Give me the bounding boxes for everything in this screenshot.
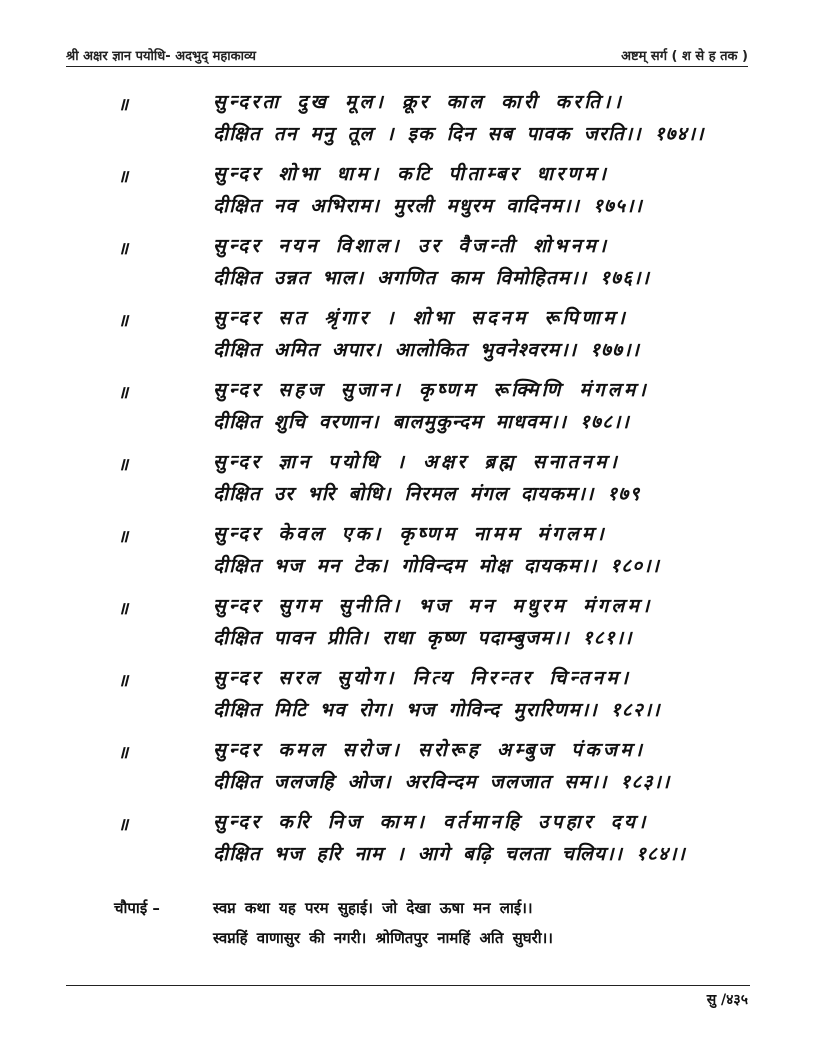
verse-line-2: दीक्षित उर भरि बोधि। निरमल मंगल दायकम।। १७९ bbox=[213, 483, 641, 505]
chaupai-label: चौपाई – bbox=[114, 899, 160, 917]
verse-182 bbox=[0, 660, 816, 732]
verse-marker: ॥ bbox=[118, 815, 129, 835]
verse-177 bbox=[0, 300, 816, 372]
verse-line-2: दीक्षित भज हरि नाम । आगे बढ़ि चलता चलिय।। १८४।। bbox=[213, 843, 686, 865]
verse-181 bbox=[0, 588, 816, 660]
verse-176 bbox=[0, 228, 816, 300]
verse-line-1: सुन्दर सरल सुयोग। नित्य निरन्तर चिन्तनम। bbox=[213, 667, 632, 689]
verse-line-1: सुन्दरता दुख मूल। क्रूर काल कारी करति।। bbox=[213, 91, 624, 113]
chapter-title: अष्टम् सर्ग ( श से ह तक ) bbox=[621, 49, 748, 64]
verse-list bbox=[0, 84, 816, 876]
page-header bbox=[66, 40, 748, 64]
chaupai-block bbox=[0, 896, 816, 966]
verse-line-2: दीक्षित भज मन टेक। गोविन्दम मोक्ष दायकम।। १८०।। bbox=[213, 555, 661, 577]
verse-line-1: सुन्दर सत श्रृंगार । शोभा सदनम रूपिणाम। bbox=[213, 307, 629, 329]
verse-line-1: सुन्दर शोभा धाम। कटि पीताम्बर धारणम। bbox=[213, 163, 610, 185]
verse-183 bbox=[0, 732, 816, 804]
chaupai-line-1: स्वप्न कथा यह परम सुहाई। जो देखा ऊषा मन लाई।। bbox=[213, 899, 533, 917]
verse-marker: ॥ bbox=[118, 599, 129, 619]
page-number: सु /४३५ bbox=[706, 992, 748, 1008]
verse-line-2: दीक्षित नव अभिराम। मुरली मधुरम वादिनम।। १७५।। bbox=[213, 195, 643, 217]
verse-marker: ॥ bbox=[118, 167, 129, 187]
verse-184 bbox=[0, 804, 816, 876]
verse-line-1: सुन्दर ज्ञान पयोधि । अक्षर ब्रह्म सनातनम। bbox=[213, 451, 621, 473]
verse-marker: ॥ bbox=[118, 95, 129, 115]
verse-180 bbox=[0, 516, 816, 588]
verse-marker: ॥ bbox=[118, 527, 129, 547]
verse-line-2: दीक्षित तन मनु तूल । इक दिन सब पावक जरति।। १७४।। bbox=[213, 123, 705, 145]
verse-marker: ॥ bbox=[118, 311, 129, 331]
verse-marker: ॥ bbox=[118, 239, 129, 259]
verse-marker: ॥ bbox=[118, 383, 129, 403]
verse-line-2: दीक्षित शुचि वरणान। बालमुकुन्दम माधवम।। १७८।। bbox=[213, 411, 630, 433]
chaupai-line-2: स्वप्नहिं वाणासुर की नगरी। श्रोणितपुर नामहिं अति सुघरी।। bbox=[213, 929, 553, 947]
verse-178 bbox=[0, 372, 816, 444]
header-divider bbox=[66, 66, 748, 67]
book-title: श्री अक्षर ज्ञान पयोधि- अदभुद् महाकाव्य bbox=[66, 49, 256, 64]
verse-line-2: दीक्षित उन्नत भाल। अगणित काम विमोहितम।। १७६।। bbox=[213, 267, 651, 289]
verse-marker: ॥ bbox=[118, 455, 129, 475]
verse-174 bbox=[0, 84, 816, 156]
verse-line-2: दीक्षित जलजहि ओज। अरविन्दम जलजात सम।। १८३।। bbox=[213, 771, 671, 793]
verse-marker: ॥ bbox=[118, 743, 129, 763]
verse-marker: ॥ bbox=[118, 671, 129, 691]
verse-line-1: सुन्दर सुगम सुनीति। भज मन मधुरम मंगलम। bbox=[213, 595, 653, 617]
footer-divider bbox=[66, 985, 750, 986]
verse-179 bbox=[0, 444, 816, 516]
verse-line-1: सुन्दर कमल सरोज। सरोरूह अम्बुज पंकजम। bbox=[213, 739, 646, 761]
verse-line-2: दीक्षित पावन प्रीति। राधा कृष्ण पदाम्बुजम।। १८१।। bbox=[213, 627, 633, 649]
verse-line-2: दीक्षित मिटि भव रोग। भज गोविन्द मुरारिणम।। १८२।। bbox=[213, 699, 661, 721]
verse-line-1: सुन्दर करि निज काम। वर्तमानहि उपहार दय। bbox=[213, 811, 649, 833]
verse-175 bbox=[0, 156, 816, 228]
verse-line-1: सुन्दर नयन विशाल। उर वैजन्ती शोभनम। bbox=[213, 235, 610, 257]
verse-line-1: सुन्दर केवल एक। कृष्णम नामम मंगलम। bbox=[213, 523, 607, 545]
verse-line-2: दीक्षित अमित अपार। आलोकित भुवनेश्वरम।। १७७।। bbox=[213, 339, 641, 361]
verse-line-1: सुन्दर सहज सुजान। कृष्णम रूक्मिणि मंगलम। bbox=[213, 379, 649, 401]
